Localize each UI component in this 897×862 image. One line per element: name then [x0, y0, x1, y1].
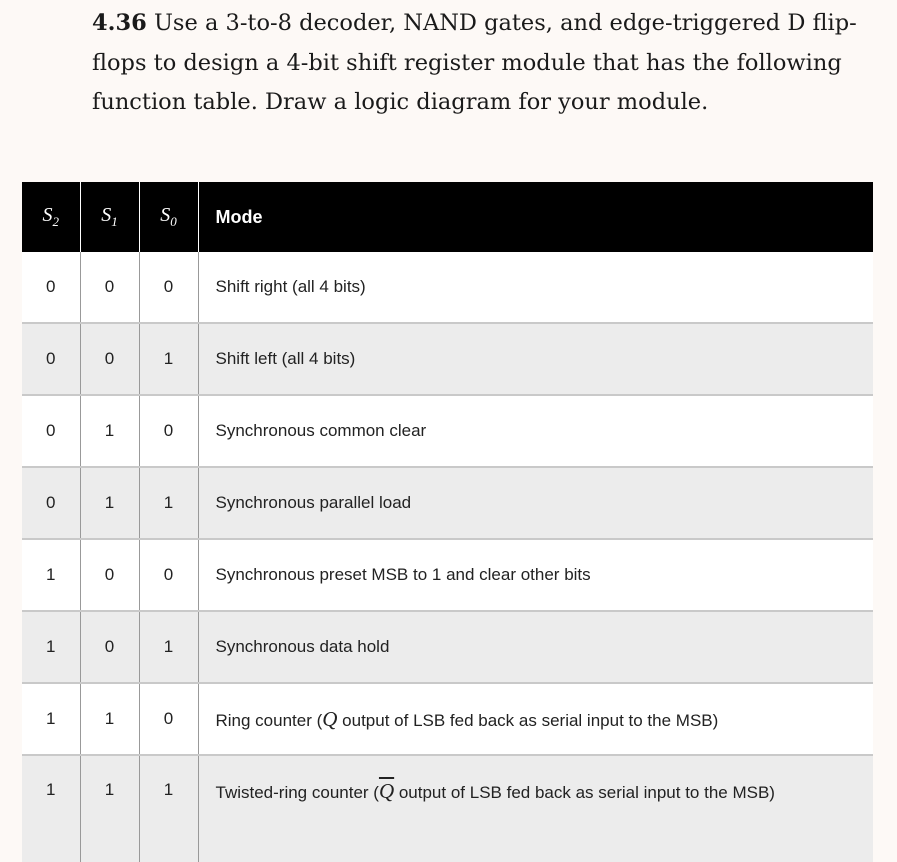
table-row — [22, 539, 873, 611]
cell-mode: Synchronous preset MSB to 1 and clear other bits — [198, 539, 873, 611]
header-s0-base: S — [160, 204, 171, 226]
table-row — [22, 323, 873, 395]
cell-s1: 0 — [80, 323, 139, 395]
problem-text: Use a 3-to-8 decoder, NAND gates, and edge-triggered D flip-flops to design a 4-bit shift register module that has the following function table. Draw a logic diagram for your module. — [92, 10, 857, 115]
cell-s0: 1 — [139, 755, 198, 862]
table-row — [22, 252, 873, 323]
cell-s2: 0 — [22, 323, 80, 395]
header-s0-sub: 0 — [170, 214, 177, 229]
cell-mode: Synchronous data hold — [198, 611, 873, 683]
cell-s1: 0 — [80, 539, 139, 611]
table-row — [22, 395, 873, 467]
problem-statement — [92, 4, 882, 123]
cell-s2: 0 — [22, 252, 80, 323]
header-s2 — [22, 182, 80, 252]
header-s2-sub: 2 — [52, 214, 59, 229]
cell-s0: 0 — [139, 539, 198, 611]
function-table — [22, 182, 873, 862]
mode-text-pre: Twisted-ring counter ( — [215, 783, 379, 802]
cell-s2: 1 — [22, 683, 80, 755]
cell-s0: 1 — [139, 467, 198, 539]
q-bar-symbol: $\overline{Q}$ — [378, 779, 395, 803]
cell-mode: Synchronous parallel load — [198, 467, 873, 539]
header-s1-base: S — [101, 204, 112, 226]
table-row — [22, 755, 873, 862]
cell-s2: 1 — [22, 611, 80, 683]
cell-s1: 1 — [80, 755, 139, 862]
cell-s1: 0 — [80, 611, 139, 683]
cell-s0: 1 — [139, 323, 198, 395]
table-row — [22, 683, 873, 755]
mode-text-post: output of LSB fed back as serial input to the MSB) — [337, 710, 719, 730]
cell-s2: 0 — [22, 395, 80, 467]
cell-mode — [198, 683, 873, 755]
cell-s1: 1 — [80, 395, 139, 467]
header-row — [22, 182, 873, 252]
problem-number: 4.36 — [92, 10, 147, 36]
cell-s0: 0 — [139, 252, 198, 323]
cell-mode — [198, 755, 873, 862]
cell-s1: 0 — [80, 252, 139, 323]
table-row — [22, 467, 873, 539]
cell-mode: Synchronous common clear — [198, 395, 873, 467]
cell-s0: 0 — [139, 395, 198, 467]
cell-s2: 1 — [22, 755, 80, 862]
header-s1 — [80, 182, 139, 252]
cell-mode: Shift right (all 4 bits) — [198, 252, 873, 323]
mode-text-pre: Ring counter ( — [215, 710, 323, 730]
cell-s0: 0 — [139, 683, 198, 755]
cell-s1: 1 — [80, 467, 139, 539]
header-mode: Mode — [198, 182, 873, 252]
mode-text-post: output of LSB fed back as serial input to the MSB) — [394, 783, 775, 802]
cell-mode: Shift left (all 4 bits) — [198, 323, 873, 395]
header-s1-sub: 1 — [111, 214, 118, 229]
header-s0 — [139, 182, 198, 252]
table-row — [22, 611, 873, 683]
cell-s2: 0 — [22, 467, 80, 539]
cell-s1: 1 — [80, 683, 139, 755]
cell-s2: 1 — [22, 539, 80, 611]
header-s2-base: S — [42, 204, 53, 226]
cell-s0: 1 — [139, 611, 198, 683]
q-symbol: Q — [322, 706, 338, 731]
